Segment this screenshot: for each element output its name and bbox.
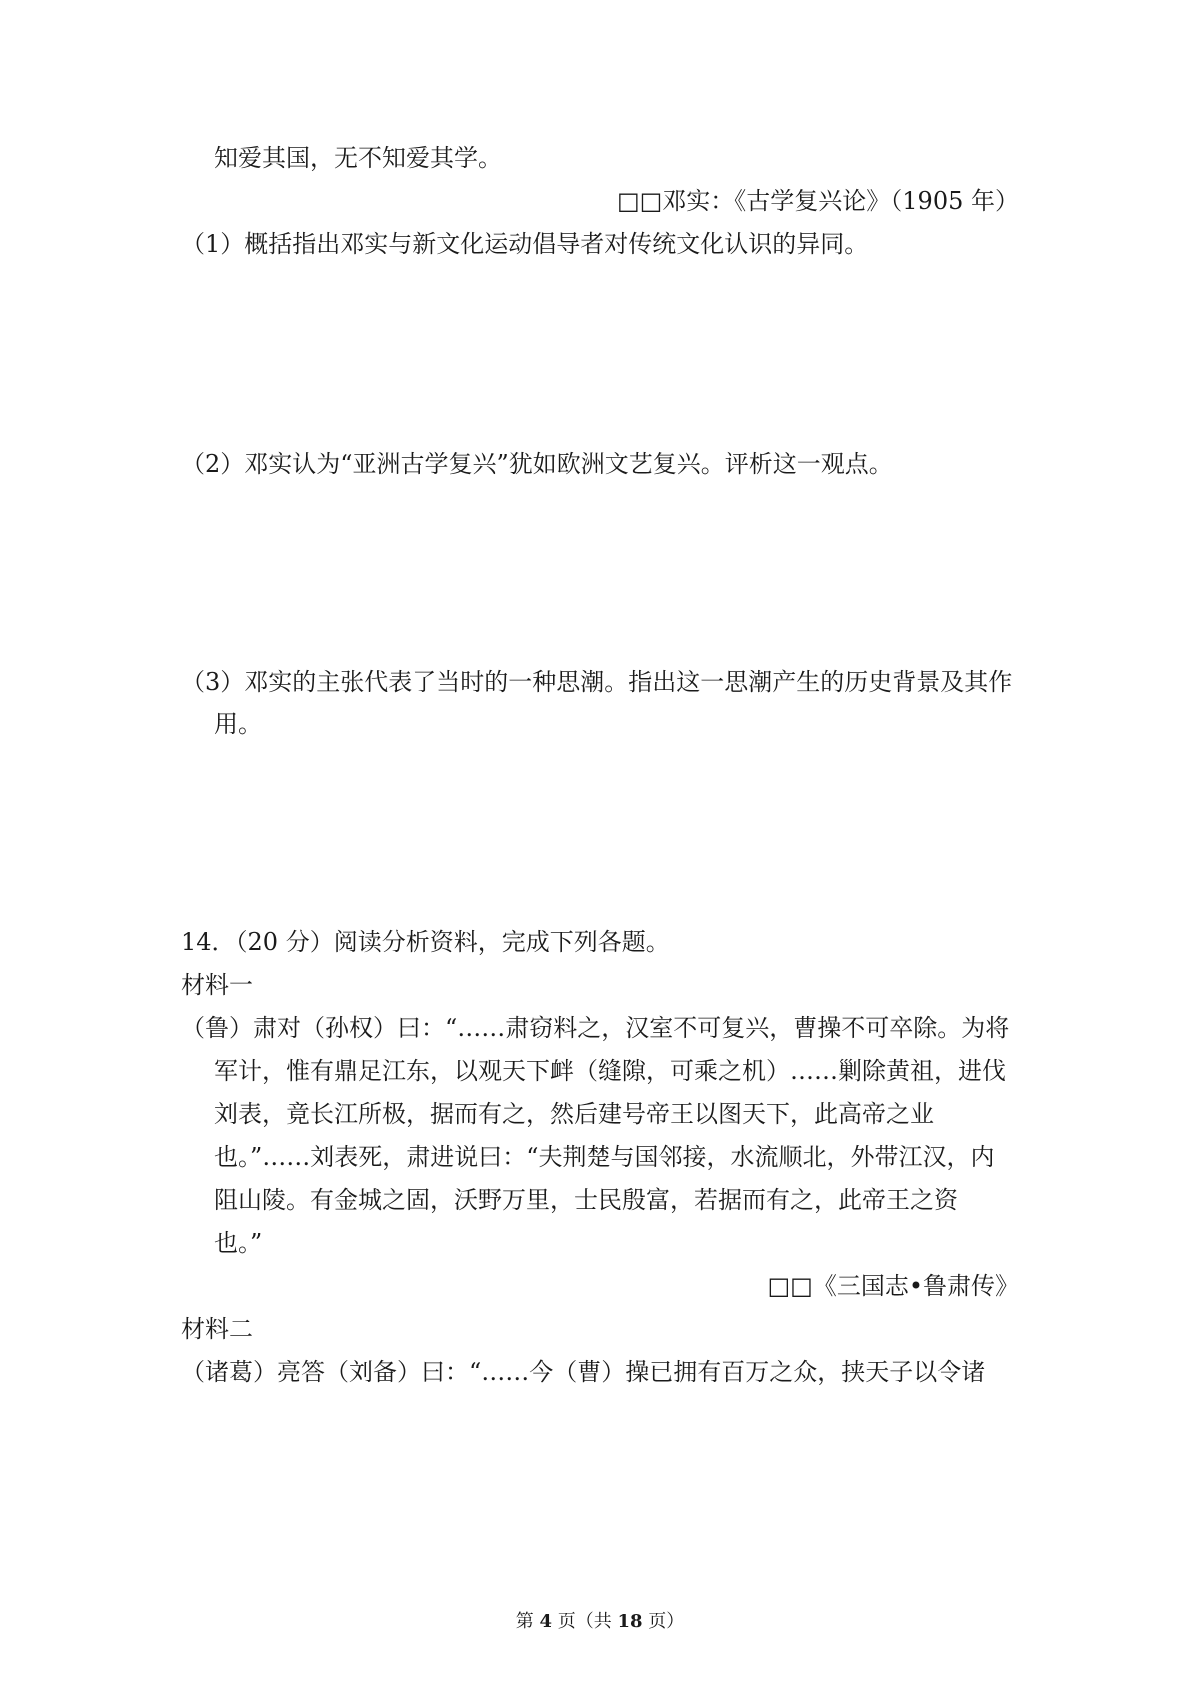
item-14-header: 14．（20 分）阅读分析资料，完成下列各题。	[181, 928, 670, 956]
material-1-line: （鲁）肃对（孙权）曰：“……肃窃料之，汉室不可复兴，曹操不可卒除。为将	[181, 1014, 1010, 1042]
footer-suffix: 页）	[648, 1611, 685, 1632]
question-1: （1）概括指出邓实与新文化运动倡导者对传统文化认识的异同。	[181, 230, 869, 258]
material-1-line: 也。”	[214, 1229, 263, 1257]
footer-middle: 页（共	[557, 1611, 612, 1632]
material-1-line: 军计，惟有鼎足江东，以观天下衅（缝隙，可乘之机）……剿除黄祖，进伐	[214, 1057, 1006, 1085]
question-3-line-1: （3）邓实的主张代表了当时的一种思潮。指出这一思潮产生的历史背景及其作	[181, 668, 1013, 696]
passage-tail: 知爱其国，无不知爱其学。	[214, 144, 502, 172]
material-1-line: 也。”……刘表死，肃进说曰：“夫荆楚与国邻接，水流顺北，外带江汉，内	[214, 1143, 995, 1171]
page-footer	[0, 1610, 1200, 1634]
material-1-line: 阻山陵。有金城之固，沃野万里，士民殷富，若据而有之，此帝王之资	[214, 1186, 958, 1214]
footer-prefix: 第	[515, 1611, 534, 1632]
passage-source: □□邓实：《古学复兴论》（1905 年）	[616, 187, 1019, 215]
material-2-label: 材料二	[181, 1315, 253, 1343]
material-1-line: 刘表，竟长江所极，据而有之，然后建号帝王以图天下，此高帝之业	[214, 1100, 934, 1128]
question-2: （2）邓实认为“亚洲古学复兴”犹如欧洲文艺复兴。评析这一观点。	[181, 450, 893, 478]
material-2-line: （诸葛）亮答（刘备）曰：“……今（曹）操已拥有百万之众，挟天子以令诸	[181, 1358, 986, 1386]
footer-page-number: 4	[539, 1611, 552, 1632]
material-1-source: □□《三国志•鲁肃传》	[767, 1272, 1019, 1300]
material-1-label: 材料一	[181, 971, 253, 999]
footer-total-pages: 18	[617, 1611, 643, 1632]
question-3-line-2: 用。	[214, 710, 262, 738]
